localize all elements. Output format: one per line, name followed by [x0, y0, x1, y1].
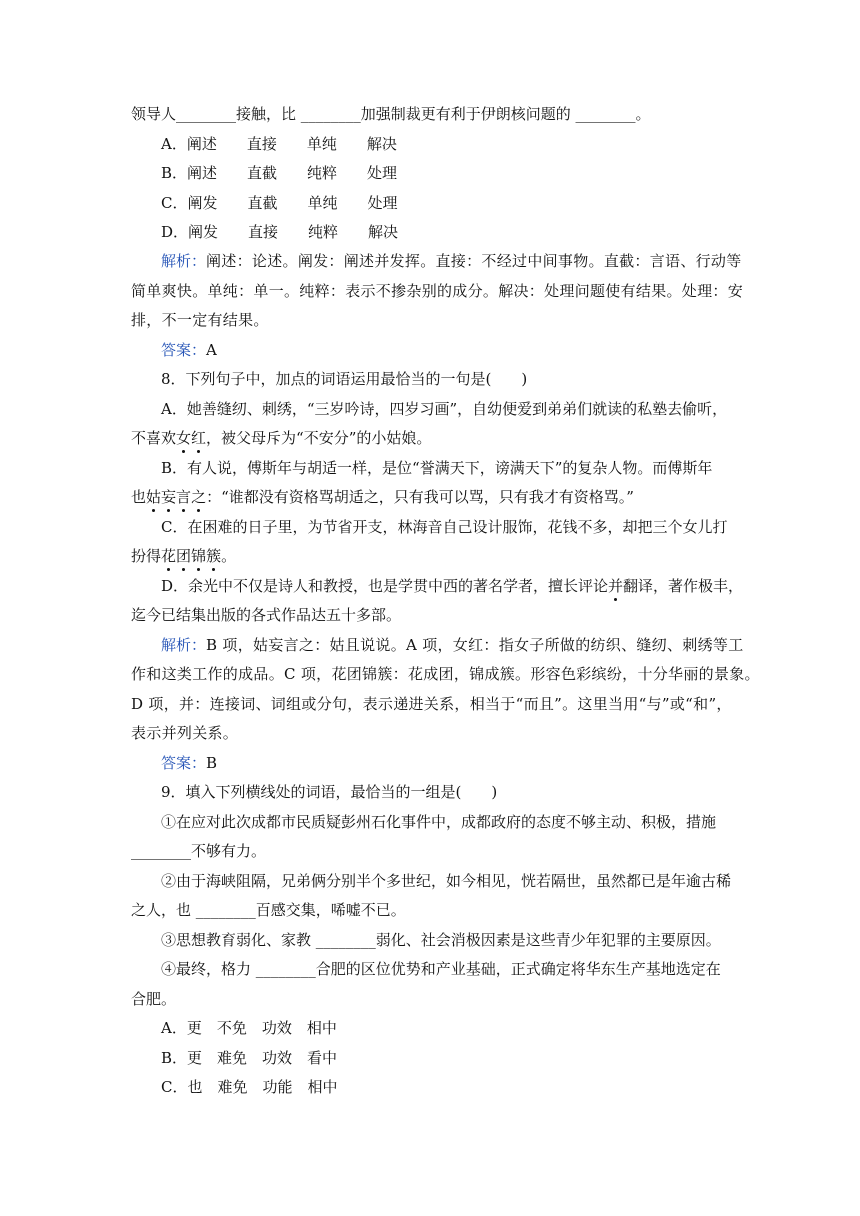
- q8-option-b-line2: [131, 487, 634, 507]
- q7-option-a: A．阐述 直接 单纯 解决: [161, 135, 397, 153]
- text-segment: ，被父母斥为“不安分”的小姑娘。: [206, 429, 432, 447]
- q7-option-d: D．阐发 直接 纯粹 解决: [161, 223, 399, 241]
- analysis-label: 解析：: [161, 636, 207, 654]
- emphasis-char: 妄: [161, 488, 177, 506]
- q7-stem-tail: 领导人________接触，比 ________加强制裁更有利于伊朗核问题的 ________。: [131, 105, 651, 123]
- q8-option-c-line2: [131, 546, 236, 566]
- q7-analysis-line3: 排，不一定有结果。: [131, 311, 269, 329]
- q8-analysis-line2: 作和这类工作的成品。C 项，花团锦簇：花成团，锦成簇。形容色彩缤纷，十分华丽的景象。: [131, 665, 760, 683]
- q9-sentence-2-line2: 之人，也 ________百感交集，唏嘘不已。: [131, 901, 406, 919]
- q8-option-a-line1: A．她善缝纫、刺绣，“三岁吟诗，四岁习画”，自幼便爱到弟弟们就读的私塾去偷听，: [161, 400, 728, 418]
- q9-option-b: B．更 难免 功效 看中: [161, 1049, 338, 1067]
- emphasis-char: 并: [608, 577, 624, 595]
- text-segment: D．余光中不仅是诗人和教授，也是学贯中西的著名学者，擅长评论: [161, 577, 609, 595]
- q8-option-d-line1: [161, 576, 743, 596]
- q9-sentence-4-line2: 合肥。: [131, 990, 177, 1008]
- q8-stem: 8．下列句子中，加点的词语运用最恰当的一句是( ): [161, 370, 528, 388]
- q8-option-c-line1: C．在困难的日子里，为节省开支，林海音自己设计服饰，花钱不多，却把三个女儿打: [161, 518, 728, 536]
- emphasis-char: 姑: [146, 488, 162, 506]
- q7-option-c: C．阐发 直截 单纯 处理: [161, 194, 398, 212]
- q8-analysis: [161, 635, 744, 655]
- q8-analysis-line4: 表示并列关系。: [131, 724, 239, 742]
- dotted-word: [176, 429, 206, 447]
- answer-label: 答案：: [161, 341, 207, 359]
- q7-option-b: B．阐述 直截 纯粹 处理: [161, 164, 398, 182]
- text-segment: 扮得: [131, 547, 162, 565]
- q8-option-b-line1: B．有人说，傅斯年与胡适一样，是位“誉满天下，谤满天下”的复杂人物。而傅斯年: [161, 459, 713, 477]
- emphasis-char: 言: [176, 488, 192, 506]
- q9-option-c: C．也 难免 功能 相中: [161, 1078, 338, 1096]
- q8-option-d-line2: 迄今已结集出版的各式作品达五十多部。: [131, 606, 402, 624]
- analysis-text: B 项，姑妄言之：姑且说说。A 项，女红：指女子所做的纺织、缝纫、刺绣等工: [206, 636, 744, 654]
- q8-answer: [161, 753, 217, 773]
- dotted-word: [146, 488, 206, 506]
- analysis-text: 阐述：论述。阐发：阐述并发挥。直接：不经过中间事物。直截：言语、行动等: [206, 252, 742, 270]
- text-segment: 也: [131, 488, 147, 506]
- q9-option-a: A．更 不免 功效 相中: [161, 1019, 337, 1037]
- q9-sentence-1-line1: ①在应对此次成都市民质疑彭州石化事件中，成都政府的态度不够主动、积极，措施: [161, 813, 717, 831]
- emphasis-char: 簇: [206, 547, 222, 565]
- analysis-label: 解析：: [161, 252, 207, 270]
- answer-value: A: [206, 341, 217, 359]
- q7-analysis: [161, 251, 742, 271]
- answer-value: B: [206, 754, 218, 772]
- q9-stem: 9．填入下列横线处的词语，最恰当的一组是( ): [161, 783, 498, 801]
- answer-label: 答案：: [161, 754, 207, 772]
- dotted-word: [608, 577, 623, 595]
- text-segment: 翻译，著作极丰，: [623, 577, 744, 595]
- q9-sentence-3: ③思想教育弱化、家教 ________弱化、社会消极因素是这些青少年犯罪的主要原因。: [161, 931, 721, 949]
- emphasis-char: 锦: [191, 547, 207, 565]
- q7-answer: [161, 340, 217, 360]
- text-segment: ：“谁都没有资格骂胡适之，只有我可以骂，只有我才有资格骂。”: [206, 488, 634, 506]
- q8-analysis-line3: D 项，并：连接词、词组或分句，表示递进关系，相当于“而且”。这里当用“与”或“和”，: [131, 695, 732, 713]
- emphasis-char: 团: [176, 547, 192, 565]
- text-segment: 不喜欢: [131, 429, 177, 447]
- q7-analysis-line2: 简单爽快。单纯：单一。纯粹：表示不掺杂别的成分。解决：处理问题使有结果。处理：安: [131, 282, 744, 300]
- emphasis-char: 红: [191, 429, 207, 447]
- dotted-word: [161, 547, 221, 565]
- emphasis-char: 女: [176, 429, 192, 447]
- emphasis-char: 花: [161, 547, 177, 565]
- q9-sentence-2-line1: ②由于海峡阻隔，兄弟俩分别半个多世纪，如今相见，恍若隔世，虽然都已是年逾古稀: [161, 872, 732, 890]
- q9-sentence-1-line2: ________不够有力。: [131, 842, 267, 860]
- text-segment: 。: [221, 547, 237, 565]
- emphasis-char: 之: [191, 488, 207, 506]
- q9-sentence-4-line1: ④最终，格力 ________合肥的区位优势和产业基础，正式确定将华东生产基地选定在: [161, 960, 721, 978]
- q8-option-a-line2: [131, 428, 431, 448]
